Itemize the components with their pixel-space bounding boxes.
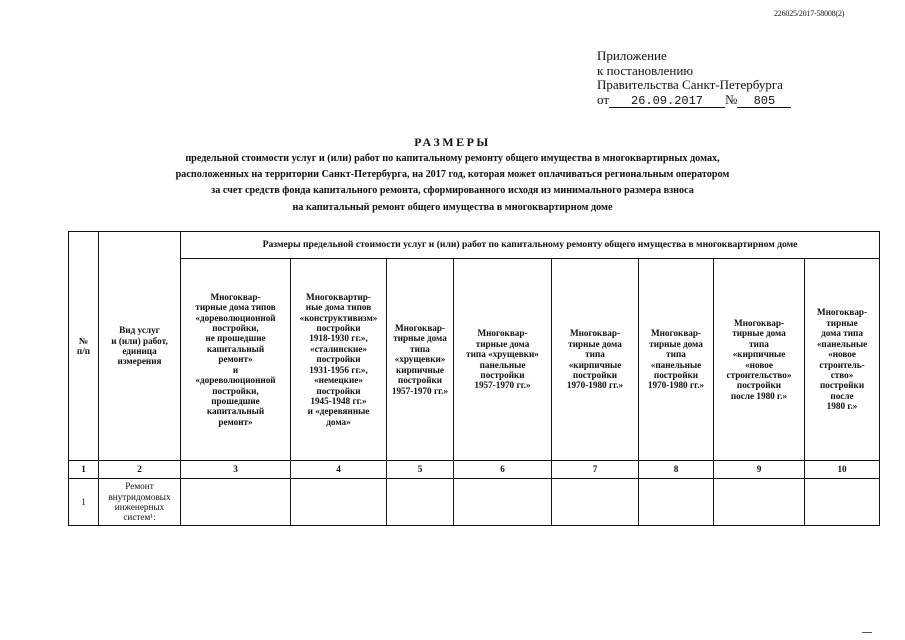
cost-cell	[454, 479, 552, 526]
cost-cell	[805, 479, 880, 526]
column-number: 8	[639, 461, 714, 479]
cost-cell	[639, 479, 714, 526]
appendix-line-1: Приложение	[597, 48, 667, 63]
appendix-block	[597, 49, 791, 108]
cost-cell	[714, 479, 805, 526]
column-number: 7	[552, 461, 639, 479]
header-cost-group: Размеры предельной стоимости услуг и (или) работ по капитальному ремонту общего имущества в многоквартирном доме	[181, 232, 880, 259]
header-building-type: Многоквар- тирные дома типов «дореволюционной постройки, не прошедшие капитальный ремонт» и «дореволюционной постройки, прошедшие капитальный ремонт»	[181, 259, 291, 461]
cost-cell	[387, 479, 454, 526]
column-number: 9	[714, 461, 805, 479]
cost-table	[68, 231, 880, 526]
subtitle-line: расположенных на территории Санкт-Петербурга, на 2017 год, которая может оплачиваться региональным оператором	[175, 169, 730, 181]
number-label: №	[725, 91, 738, 107]
service-name: Ремонт внутридомовых инженерных систем¹:	[99, 479, 181, 526]
appendix-date-line	[597, 93, 791, 108]
subtitle-line: предельной стоимости услуг и (или) работ по капитальному ремонту общего имущества в многоквартирных домах,	[185, 153, 720, 164]
scan-mark	[862, 632, 872, 633]
page-subtitle	[100, 151, 805, 216]
cost-cell	[291, 479, 387, 526]
resolution-number: 805	[737, 95, 791, 108]
cost-cell	[181, 479, 291, 526]
subtitle-line: за счет средств фонда капитального ремонта, сформированного исходя из минимального размера взноса	[211, 185, 694, 197]
from-label: от	[597, 91, 610, 107]
header-building-type: Многоквартир- ные дома типов «конструктивизм» постройки 1918-1930 гг.», «сталинские» постройки 1931-1956 гг.», «немецкие» постройки 1945-1948 гг.» и «деревянные дома»	[291, 259, 387, 461]
table-row	[69, 479, 880, 526]
page-title: РАЗМЕРЫ	[414, 135, 491, 149]
header-building-type: Многоквар- тирные дома типа «кирпичные «новое строительство» постройки после 1980 г.»	[714, 259, 805, 461]
column-number: 3	[181, 461, 291, 479]
header-service-type: Вид услуг и (или) работ, единица измерения	[99, 232, 181, 461]
appendix-line-2: к постановлению	[597, 62, 694, 78]
resolution-date: 26.09.2017	[609, 95, 725, 108]
header-building-type: Многоквар- тирные дома типа «панельные постройки 1970-1980 гг.»	[639, 259, 714, 461]
column-number: 5	[387, 461, 454, 479]
row-number: 1	[69, 479, 99, 526]
column-number: 1	[69, 461, 99, 479]
appendix-line-3: Правительства Санкт-Петербурга	[597, 77, 783, 92]
column-number: 4	[291, 461, 387, 479]
header-building-type: Многоквар- тирные дома типа «хрущевки» кирпичные постройки 1957-1970 гг.»	[387, 259, 454, 461]
column-number: 6	[454, 461, 552, 479]
column-number: 2	[99, 461, 181, 479]
header-building-type: Многоквар- тирные дома типа «панельные «новое строитель- ство» постройки после 1980 г.»	[805, 259, 880, 461]
subtitle-line: на капитальный ремонт общего имущества в многоквартирном доме	[292, 201, 613, 213]
cost-cell	[552, 479, 639, 526]
header-building-type: Многоквар- тирные дома типа «кирпичные постройки 1970-1980 гг.»	[552, 259, 639, 461]
header-building-type: Многоквар- тирные дома типа «хрущевки» панельные постройки 1957-1970 гг.»	[454, 259, 552, 461]
document-number: 226025/2017-58008(2)	[774, 9, 845, 18]
column-number: 10	[805, 461, 880, 479]
header-row-number: № п/п	[69, 232, 99, 461]
